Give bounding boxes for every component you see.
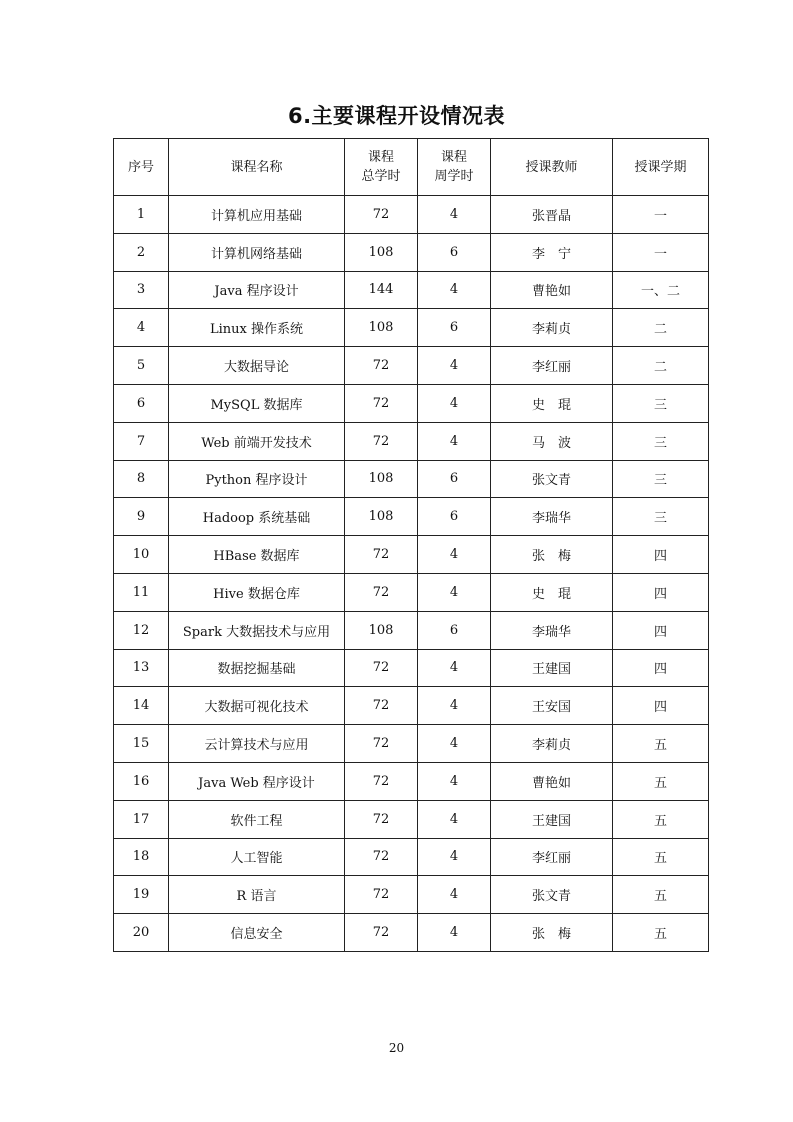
cell-course-name: HBase 数据库 xyxy=(169,536,345,574)
cell-total-hours: 144 xyxy=(345,271,418,309)
cell-semester: 二 xyxy=(613,309,709,347)
cell-semester: 三 xyxy=(613,498,709,536)
cell-teacher: 李莉贞 xyxy=(491,725,613,763)
table-row xyxy=(114,838,709,876)
cell-semester: 五 xyxy=(613,800,709,838)
cell-index: 17 xyxy=(114,800,169,838)
cell-index: 9 xyxy=(114,498,169,536)
cell-weekly-hours: 4 xyxy=(418,573,491,611)
cell-semester: 三 xyxy=(613,422,709,460)
cell-teacher: 马 波 xyxy=(491,422,613,460)
table-row xyxy=(114,384,709,422)
cell-weekly-hours: 4 xyxy=(418,876,491,914)
cell-course-name: 信息安全 xyxy=(169,914,345,952)
page-title: 6.主要课程开设情况表 xyxy=(287,104,506,128)
cell-index: 1 xyxy=(114,196,169,234)
cell-teacher: 史 琨 xyxy=(491,384,613,422)
cell-semester: 一 xyxy=(613,196,709,234)
cell-teacher: 李红丽 xyxy=(491,347,613,385)
cell-index: 18 xyxy=(114,838,169,876)
cell-course-name: 大数据导论 xyxy=(169,347,345,385)
cell-course-name: Web 前端开发技术 xyxy=(169,422,345,460)
table-row xyxy=(114,347,709,385)
cell-index: 10 xyxy=(114,536,169,574)
table-row xyxy=(114,460,709,498)
cell-semester: 二 xyxy=(613,347,709,385)
cell-index: 11 xyxy=(114,573,169,611)
cell-total-hours: 108 xyxy=(345,309,418,347)
cell-teacher: 张文青 xyxy=(491,876,613,914)
cell-semester: 四 xyxy=(613,573,709,611)
cell-teacher: 王安国 xyxy=(491,687,613,725)
header-row xyxy=(114,139,709,196)
cell-total-hours: 72 xyxy=(345,573,418,611)
cell-index: 19 xyxy=(114,876,169,914)
cell-teacher: 李瑞华 xyxy=(491,611,613,649)
cell-course-name: Hadoop 系统基础 xyxy=(169,498,345,536)
cell-semester: 四 xyxy=(613,687,709,725)
cell-teacher: 曹艳如 xyxy=(491,271,613,309)
table-row xyxy=(114,498,709,536)
cell-course-name: 计算机网络基础 xyxy=(169,233,345,271)
table-header xyxy=(114,139,709,196)
header-cell-teacher: 授课教师 xyxy=(491,139,613,196)
cell-semester: 三 xyxy=(613,384,709,422)
table-row xyxy=(114,914,709,952)
cell-weekly-hours: 6 xyxy=(418,611,491,649)
cell-index: 4 xyxy=(114,309,169,347)
cell-index: 7 xyxy=(114,422,169,460)
cell-weekly-hours: 6 xyxy=(418,309,491,347)
table-row xyxy=(114,536,709,574)
cell-total-hours: 72 xyxy=(345,536,418,574)
cell-weekly-hours: 6 xyxy=(418,460,491,498)
cell-course-name: Python 程序设计 xyxy=(169,460,345,498)
cell-course-name: 云计算技术与应用 xyxy=(169,725,345,763)
cell-index: 8 xyxy=(114,460,169,498)
cell-weekly-hours: 4 xyxy=(418,800,491,838)
cell-index: 3 xyxy=(114,271,169,309)
cell-semester: 五 xyxy=(613,914,709,952)
cell-total-hours: 72 xyxy=(345,725,418,763)
cell-total-hours: 108 xyxy=(345,233,418,271)
cell-total-hours: 72 xyxy=(345,384,418,422)
page-number: 20 xyxy=(388,1041,405,1055)
cell-semester: 四 xyxy=(613,536,709,574)
cell-total-hours: 72 xyxy=(345,196,418,234)
cell-teacher: 张 梅 xyxy=(491,914,613,952)
table-row xyxy=(114,271,709,309)
table-row xyxy=(114,649,709,687)
cell-weekly-hours: 4 xyxy=(418,536,491,574)
cell-weekly-hours: 4 xyxy=(418,914,491,952)
table-row xyxy=(114,309,709,347)
cell-teacher: 李 宁 xyxy=(491,233,613,271)
table-row xyxy=(114,762,709,800)
table-row xyxy=(114,196,709,234)
header-cell-weekly-hours: 课程 周学时 xyxy=(418,139,491,196)
header-cell-course-name: 课程名称 xyxy=(169,139,345,196)
cell-total-hours: 108 xyxy=(345,498,418,536)
cell-index: 12 xyxy=(114,611,169,649)
cell-index: 5 xyxy=(114,347,169,385)
cell-total-hours: 72 xyxy=(345,762,418,800)
cell-course-name: Hive 数据仓库 xyxy=(169,573,345,611)
cell-weekly-hours: 4 xyxy=(418,271,491,309)
cell-total-hours: 72 xyxy=(345,838,418,876)
cell-total-hours: 72 xyxy=(345,800,418,838)
course-table xyxy=(113,138,709,952)
table-row xyxy=(114,725,709,763)
cell-total-hours: 72 xyxy=(345,914,418,952)
cell-course-name: Java 程序设计 xyxy=(169,271,345,309)
cell-weekly-hours: 4 xyxy=(418,762,491,800)
table-row xyxy=(114,573,709,611)
cell-teacher: 曹艳如 xyxy=(491,762,613,800)
cell-index: 14 xyxy=(114,687,169,725)
cell-course-name: R 语言 xyxy=(169,876,345,914)
cell-total-hours: 72 xyxy=(345,422,418,460)
table-row xyxy=(114,233,709,271)
cell-total-hours: 108 xyxy=(345,611,418,649)
cell-index: 16 xyxy=(114,762,169,800)
cell-weekly-hours: 4 xyxy=(418,347,491,385)
cell-teacher: 张晋晶 xyxy=(491,196,613,234)
header-cell-semester: 授课学期 xyxy=(613,139,709,196)
cell-teacher: 王建国 xyxy=(491,800,613,838)
cell-semester: 五 xyxy=(613,876,709,914)
cell-weekly-hours: 4 xyxy=(418,196,491,234)
cell-course-name: 人工智能 xyxy=(169,838,345,876)
cell-total-hours: 72 xyxy=(345,347,418,385)
table-row xyxy=(114,687,709,725)
cell-course-name: Spark 大数据技术与应用 xyxy=(169,611,345,649)
cell-weekly-hours: 6 xyxy=(418,498,491,536)
cell-course-name: 计算机应用基础 xyxy=(169,196,345,234)
cell-semester: 五 xyxy=(613,725,709,763)
cell-semester: 一 xyxy=(613,233,709,271)
cell-index: 20 xyxy=(114,914,169,952)
cell-teacher: 李红丽 xyxy=(491,838,613,876)
cell-total-hours: 72 xyxy=(345,687,418,725)
cell-semester: 五 xyxy=(613,762,709,800)
cell-teacher: 张文青 xyxy=(491,460,613,498)
cell-total-hours: 108 xyxy=(345,460,418,498)
cell-teacher: 王建国 xyxy=(491,649,613,687)
cell-weekly-hours: 6 xyxy=(418,233,491,271)
cell-teacher: 李瑞华 xyxy=(491,498,613,536)
cell-weekly-hours: 4 xyxy=(418,838,491,876)
cell-teacher: 李莉贞 xyxy=(491,309,613,347)
cell-index: 15 xyxy=(114,725,169,763)
table-row xyxy=(114,611,709,649)
cell-semester: 四 xyxy=(613,649,709,687)
cell-index: 6 xyxy=(114,384,169,422)
cell-weekly-hours: 4 xyxy=(418,384,491,422)
cell-index: 13 xyxy=(114,649,169,687)
header-cell-total-hours: 课程 总学时 xyxy=(345,139,418,196)
cell-index: 2 xyxy=(114,233,169,271)
cell-semester: 五 xyxy=(613,838,709,876)
cell-weekly-hours: 4 xyxy=(418,649,491,687)
cell-semester: 四 xyxy=(613,611,709,649)
table-row xyxy=(114,876,709,914)
cell-weekly-hours: 4 xyxy=(418,422,491,460)
cell-weekly-hours: 4 xyxy=(418,725,491,763)
cell-teacher: 张 梅 xyxy=(491,536,613,574)
cell-course-name: Linux 操作系统 xyxy=(169,309,345,347)
cell-semester: 一、二 xyxy=(613,271,709,309)
cell-course-name: MySQL 数据库 xyxy=(169,384,345,422)
cell-course-name: 数据挖掘基础 xyxy=(169,649,345,687)
cell-weekly-hours: 4 xyxy=(418,687,491,725)
cell-course-name: Java Web 程序设计 xyxy=(169,762,345,800)
table-row xyxy=(114,422,709,460)
cell-teacher: 史 琨 xyxy=(491,573,613,611)
cell-semester: 三 xyxy=(613,460,709,498)
cell-course-name: 软件工程 xyxy=(169,800,345,838)
cell-total-hours: 72 xyxy=(345,876,418,914)
table-row xyxy=(114,800,709,838)
table-body xyxy=(114,196,709,952)
cell-total-hours: 72 xyxy=(345,649,418,687)
cell-course-name: 大数据可视化技术 xyxy=(169,687,345,725)
header-cell-index: 序号 xyxy=(114,139,169,196)
